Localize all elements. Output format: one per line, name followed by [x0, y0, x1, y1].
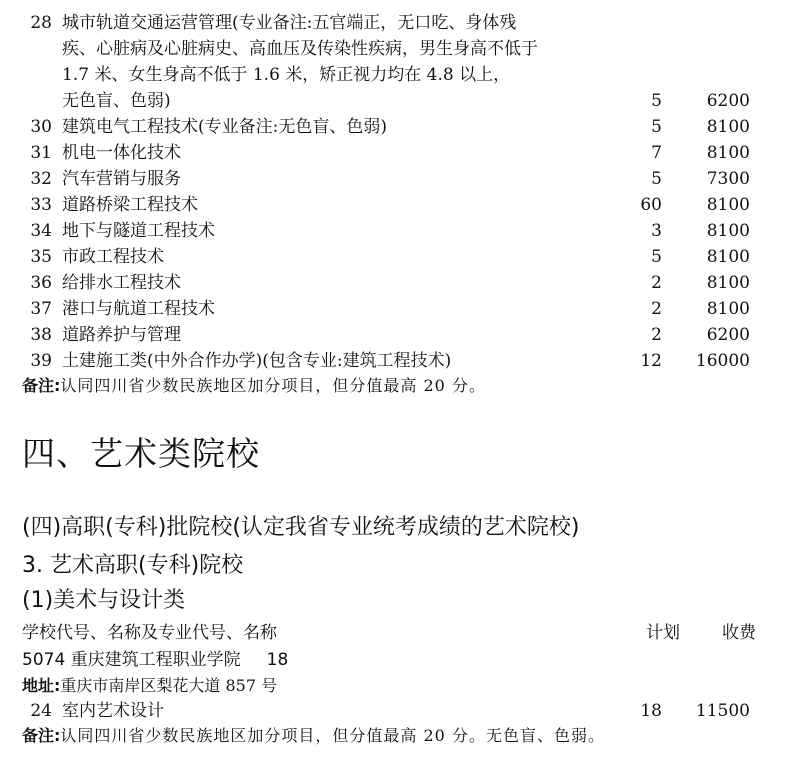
program-plan: 12 [640, 351, 662, 371]
program-row-continuation [0, 36, 800, 62]
program-name: 疾、心脏病及心脏病史、高血压及传染性疾病，男生身高不低于 [62, 39, 538, 59]
program-fee: 8100 [706, 247, 750, 267]
school-row [22, 647, 288, 673]
program-plan: 3 [651, 221, 662, 241]
program-plan: 2 [651, 273, 662, 293]
program-number: 34 [30, 221, 52, 241]
program-row [0, 192, 800, 218]
program-row [0, 698, 800, 724]
program-plan: 18 [640, 701, 662, 721]
program-number: 24 [30, 701, 52, 721]
program-fee: 11500 [695, 701, 750, 721]
note-1 [22, 374, 486, 398]
program-plan: 60 [640, 195, 662, 215]
program-fee: 6200 [706, 325, 750, 345]
program-name: 室内艺术设计 [62, 701, 164, 721]
category-heading: (1)美术与设计类 [22, 588, 186, 613]
program-name: 给排水工程技术 [62, 273, 181, 293]
program-fee: 8100 [706, 195, 750, 215]
program-name: 建筑电气工程技术(专业备注:无色盲、色弱) [62, 117, 387, 137]
program-plan: 2 [651, 325, 662, 345]
table-header [22, 620, 782, 646]
note-text: 认同四川省少数民族地区加分项目，但分值最高 20 分。 [60, 376, 486, 395]
school-address [22, 673, 277, 699]
program-number: 35 [30, 247, 52, 267]
program-row [0, 218, 800, 244]
program-fee: 7300 [706, 169, 750, 189]
address-text: 重庆市南岸区梨花大道 857 号 [60, 676, 278, 695]
header-name: 学校代号、名称及专业代号、名称 [22, 623, 277, 643]
program-number: 37 [30, 299, 52, 319]
school-name: 5074 重庆建筑工程职业学院 [22, 650, 241, 670]
program-row-continuation [0, 62, 800, 88]
program-row-continuation [0, 88, 800, 114]
program-fee: 16000 [695, 351, 750, 371]
program-row [0, 114, 800, 140]
program-name: 市政工程技术 [62, 247, 164, 267]
program-fee: 8100 [706, 117, 750, 137]
program-fee: 8100 [706, 143, 750, 163]
program-name: 地下与隧道工程技术 [62, 221, 215, 241]
program-row [0, 166, 800, 192]
program-name: 道路养护与管理 [62, 325, 181, 345]
program-number: 39 [30, 351, 52, 371]
program-number: 30 [30, 117, 52, 137]
program-plan: 2 [651, 299, 662, 319]
program-name: 港口与航道工程技术 [62, 299, 215, 319]
header-fee: 收费 [722, 623, 756, 643]
program-fee: 8100 [706, 273, 750, 293]
program-row [0, 10, 800, 36]
program-row [0, 270, 800, 296]
program-plan: 5 [651, 117, 662, 137]
program-number: 33 [30, 195, 52, 215]
program-fee: 6200 [706, 91, 750, 111]
header-plan: 计划 [646, 623, 680, 643]
program-number: 32 [30, 169, 52, 189]
program-plan: 7 [651, 143, 662, 163]
program-row [0, 348, 800, 374]
program-number: 31 [30, 143, 52, 163]
program-name: 机电一体化技术 [62, 143, 181, 163]
note-label: 备注: [22, 726, 61, 745]
program-row [0, 322, 800, 348]
note-2 [22, 724, 605, 748]
program-fee: 8100 [706, 299, 750, 319]
program-plan: 5 [651, 247, 662, 267]
note-label: 备注: [22, 376, 61, 395]
address-label: 地址: [22, 676, 61, 695]
program-row [0, 296, 800, 322]
batch-heading: (四)高职(专科)批院校(认定我省专业统考成绩的艺术院校) [22, 515, 580, 540]
program-name: 无色盲、色弱) [62, 91, 171, 111]
program-row [0, 244, 800, 270]
program-name: 城市轨道交通运营管理(专业备注:五官端正，无口吃、身体残 [62, 13, 517, 33]
program-plan: 5 [651, 169, 662, 189]
program-number: 38 [30, 325, 52, 345]
program-name: 1.7 米、女生身高不低于 1.6 米，矫正视力均在 4.8 以上， [62, 65, 511, 85]
section-heading: 四、艺术类院校 [22, 434, 260, 473]
program-row [0, 140, 800, 166]
school-count: 18 [266, 650, 289, 670]
program-name: 土建施工类(中外合作办学)(包含专业:建筑工程技术) [62, 351, 452, 371]
note-text: 认同四川省少数民族地区加分项目，但分值最高 20 分。无色盲、色弱。 [60, 726, 605, 745]
program-name: 道路桥梁工程技术 [62, 195, 198, 215]
sub-heading: 3. 艺术高职(专科)院校 [22, 553, 244, 578]
program-number: 36 [30, 273, 52, 293]
program-number: 28 [30, 13, 52, 33]
program-plan: 5 [651, 91, 662, 111]
program-fee: 8100 [706, 221, 750, 241]
program-name: 汽车营销与服务 [62, 169, 181, 189]
